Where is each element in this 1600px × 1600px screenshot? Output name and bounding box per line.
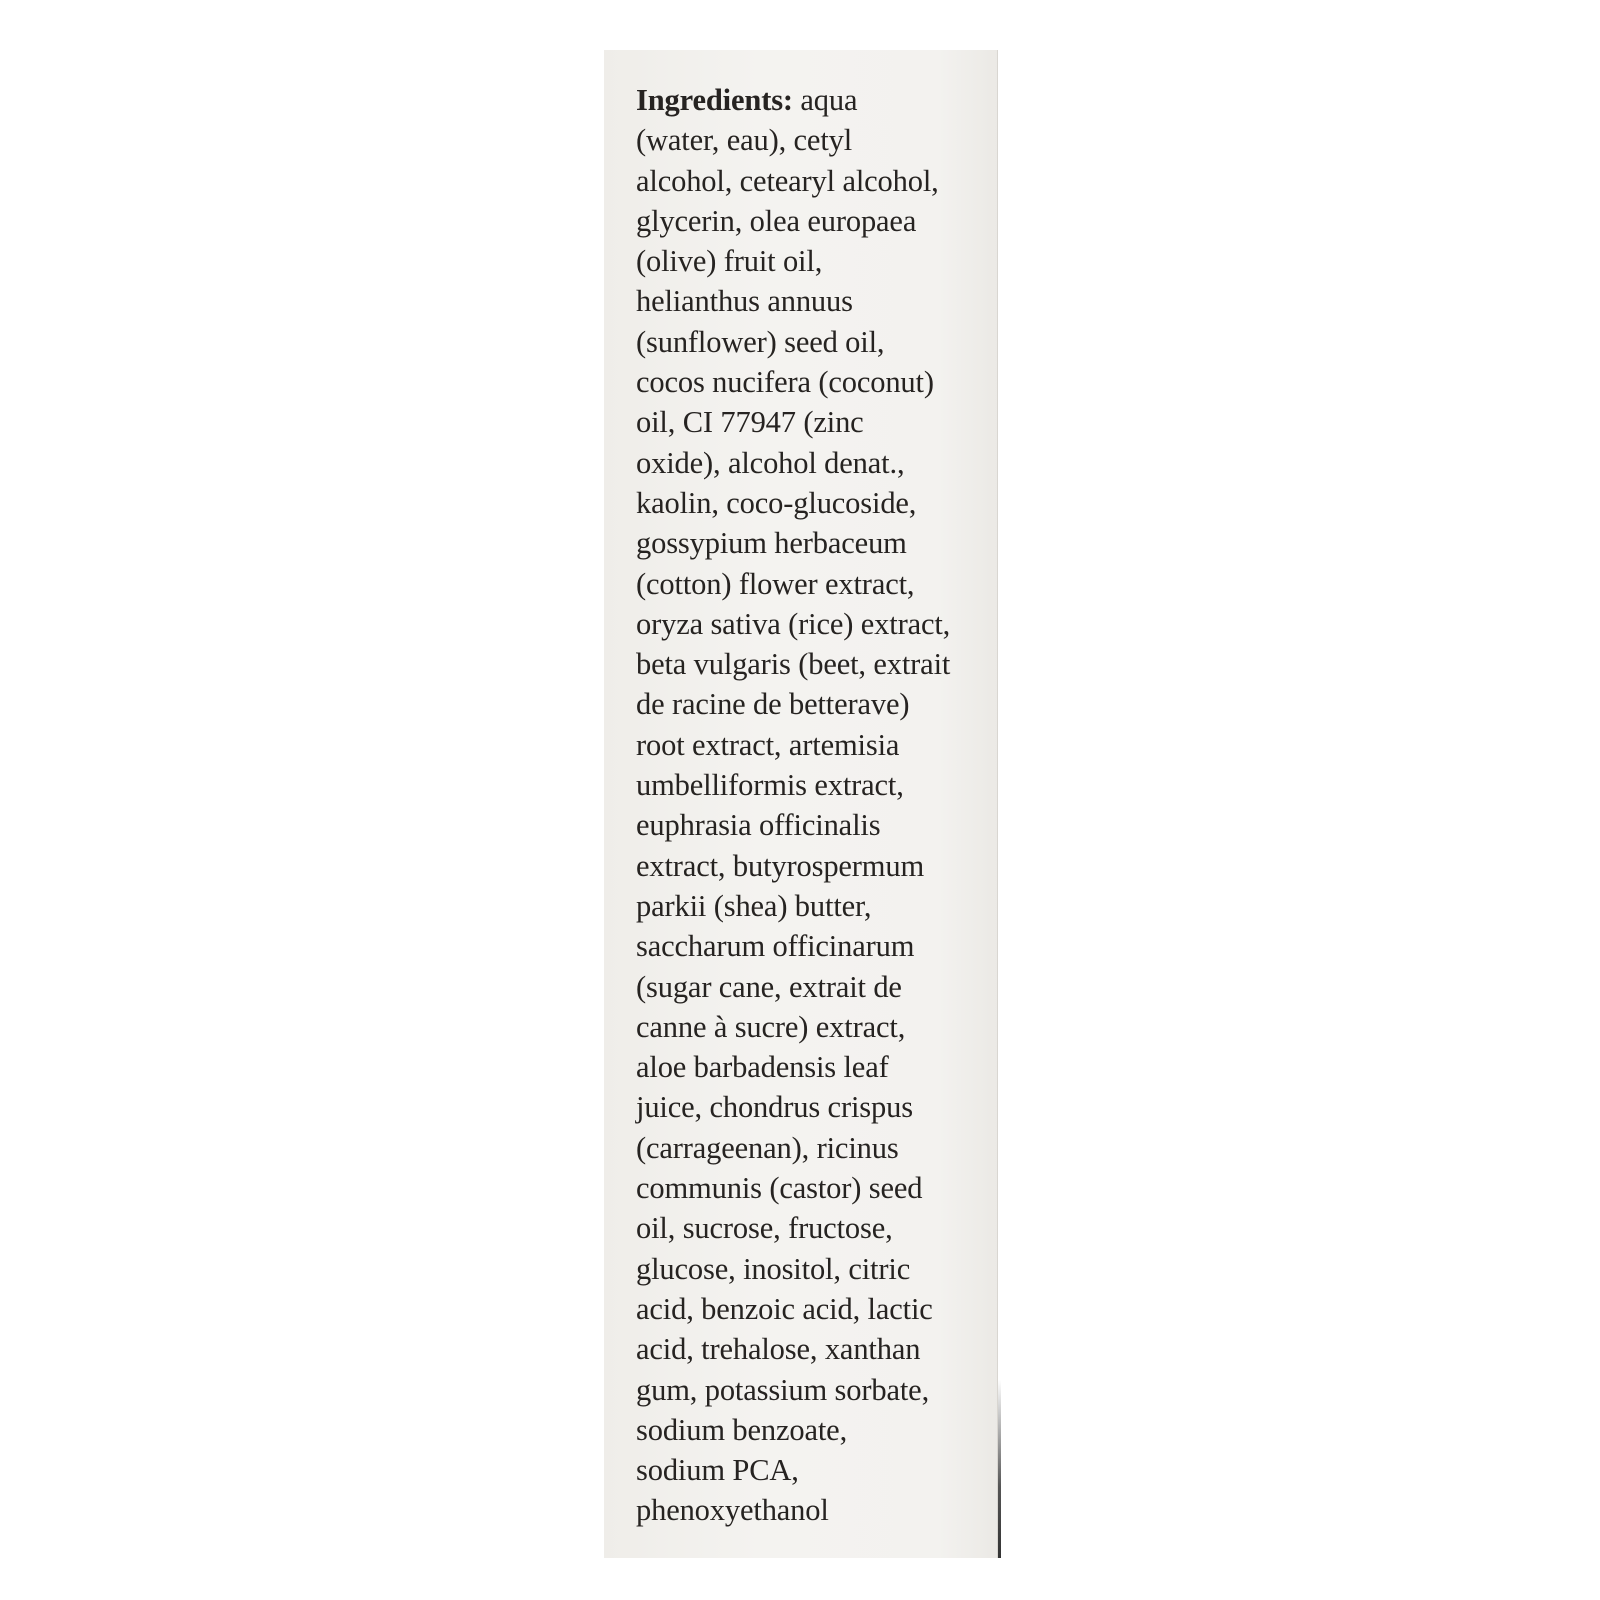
ingredients-line: (sugar cane, extrait de [636,969,902,1004]
ingredients-line: sodium benzoate, [636,1412,848,1447]
ingredients-line: helianthus annuus [636,284,853,319]
ingredients-line: root extract, artemisia [636,727,900,762]
ingredients-line: cocos nucifera (coconut) [636,365,934,400]
ingredients-line: (cotton) flower extract, [636,566,915,601]
ingredients-line: gossypium herbaceum [636,526,907,561]
ingredients-line: umbelliformis extract, [636,768,904,803]
ingredients-line: acid, benzoic acid, lactic [636,1291,933,1326]
ingredients-line: de racine de betterave) [636,687,910,722]
ingredients-line: parkii (shea) butter, [636,888,872,923]
ingredients-line: aloe barbadensis leaf [636,1050,889,1085]
ingredients-line: glucose, inositol, citric [636,1251,911,1286]
ingredients-line: extract, butyrospermum [636,848,925,883]
ingredients-line: communis (castor) seed [636,1171,923,1206]
ingredients-line-text: aqua [792,83,858,117]
ingredients-line: euphrasia officinalis [636,808,881,843]
package-edge-shadow [998,1380,1001,1558]
ingredients-list [636,80,981,1531]
ingredients-line: beta vulgaris (beet, extrait [636,647,951,682]
ingredients-line: sodium PCA, [636,1453,799,1488]
ingredients-line: canne à sucre) extract, [636,1009,906,1044]
ingredients-line: alcohol, cetearyl alcohol, [636,163,939,198]
ingredients-line: juice, chondrus crispus [636,1090,913,1125]
ingredients-line: (carrageenan), ricinus [636,1130,899,1165]
ingredients-line: (water, eau), cetyl [636,123,853,158]
ingredients-heading: Ingredients: [636,83,793,117]
ingredients-line: glycerin, olea europaea [636,203,917,238]
ingredients-line: saccharum officinarum [636,929,915,964]
ingredients-line: (sunflower) seed oil, [636,324,885,359]
ingredients-line: gum, potassium sorbate, [636,1372,930,1407]
ingredients-line [636,80,981,120]
ingredients-line: (olive) fruit oil, [636,244,823,279]
ingredients-line: phenoxyethanol [636,1493,829,1528]
ingredients-line: oil, sucrose, fructose, [636,1211,893,1246]
ingredients-line: oryza sativa (rice) extract, [636,606,951,641]
ingredients-line: kaolin, coco-glucoside, [636,485,917,520]
ingredients-line: oxide), alcohol denat., [636,445,905,480]
ingredients-line: acid, trehalose, xanthan [636,1332,921,1367]
ingredients-line: oil, CI 77947 (zinc [636,405,864,440]
